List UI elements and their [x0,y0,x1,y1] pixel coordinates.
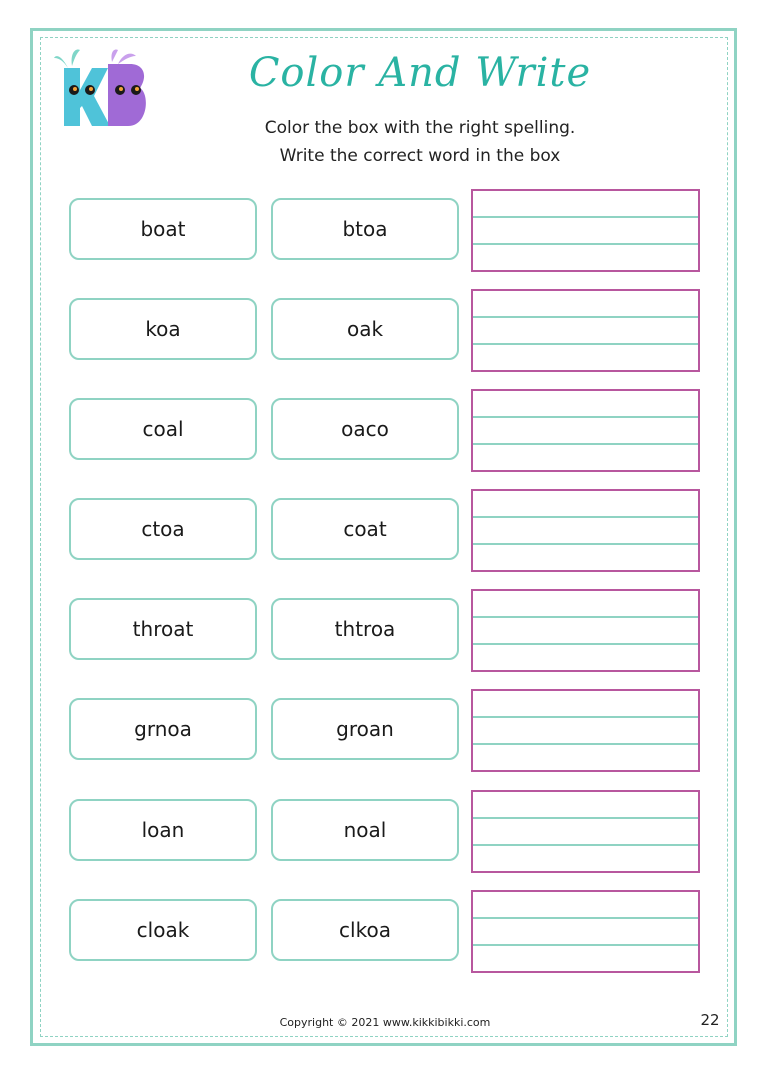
word-option-a[interactable]: coal [69,398,257,460]
word-option-b[interactable]: oak [271,298,459,360]
exercise-row [0,689,768,773]
word-option-a[interactable]: throat [69,598,257,660]
write-line [473,516,698,518]
worksheet-title: Color And Write [248,50,592,96]
write-line [473,643,698,645]
write-line [473,716,698,718]
exercise-row [0,389,768,473]
answer-write-box[interactable] [471,790,700,873]
answer-write-box[interactable] [471,289,700,372]
exercise-row [0,890,768,974]
word-option-b[interactable]: noal [271,799,459,861]
instruction-line-1: Color the box with the right spelling. [264,118,576,138]
answer-write-box[interactable] [471,689,700,772]
write-line [473,817,698,819]
word-option-a[interactable]: ctoa [69,498,257,560]
copyright-footer: Copyright © 2021 www.kikkibikki.com [279,1016,491,1029]
word-option-a[interactable]: cloak [69,899,257,961]
page-number: 22 [700,1011,720,1029]
write-line [473,216,698,218]
word-option-a[interactable]: boat [69,198,257,260]
answer-write-box[interactable] [471,389,700,472]
word-option-a[interactable]: grnoa [69,698,257,760]
word-option-b[interactable]: btoa [271,198,459,260]
exercise-row [0,489,768,573]
exercise-row [0,289,768,373]
word-option-a[interactable]: koa [69,298,257,360]
write-line [473,543,698,545]
answer-write-box[interactable] [471,589,700,672]
answer-write-box[interactable] [471,890,700,973]
word-option-b[interactable]: thtroa [271,598,459,660]
word-option-b[interactable]: groan [271,698,459,760]
write-line [473,616,698,618]
write-line [473,844,698,846]
exercise-row [0,790,768,874]
word-option-b[interactable]: clkoa [271,899,459,961]
word-option-b[interactable]: coat [271,498,459,560]
write-line [473,743,698,745]
exercise-row [0,189,768,273]
exercise-row [0,589,768,673]
word-option-a[interactable]: loan [69,799,257,861]
answer-write-box[interactable] [471,489,700,572]
write-line [473,917,698,919]
word-option-b[interactable]: oaco [271,398,459,460]
write-line [473,316,698,318]
write-line [473,944,698,946]
write-line [473,416,698,418]
write-line [473,443,698,445]
answer-write-box[interactable] [471,189,700,272]
instruction-line-2: Write the correct word in the box [279,146,561,166]
write-line [473,343,698,345]
write-line [473,243,698,245]
